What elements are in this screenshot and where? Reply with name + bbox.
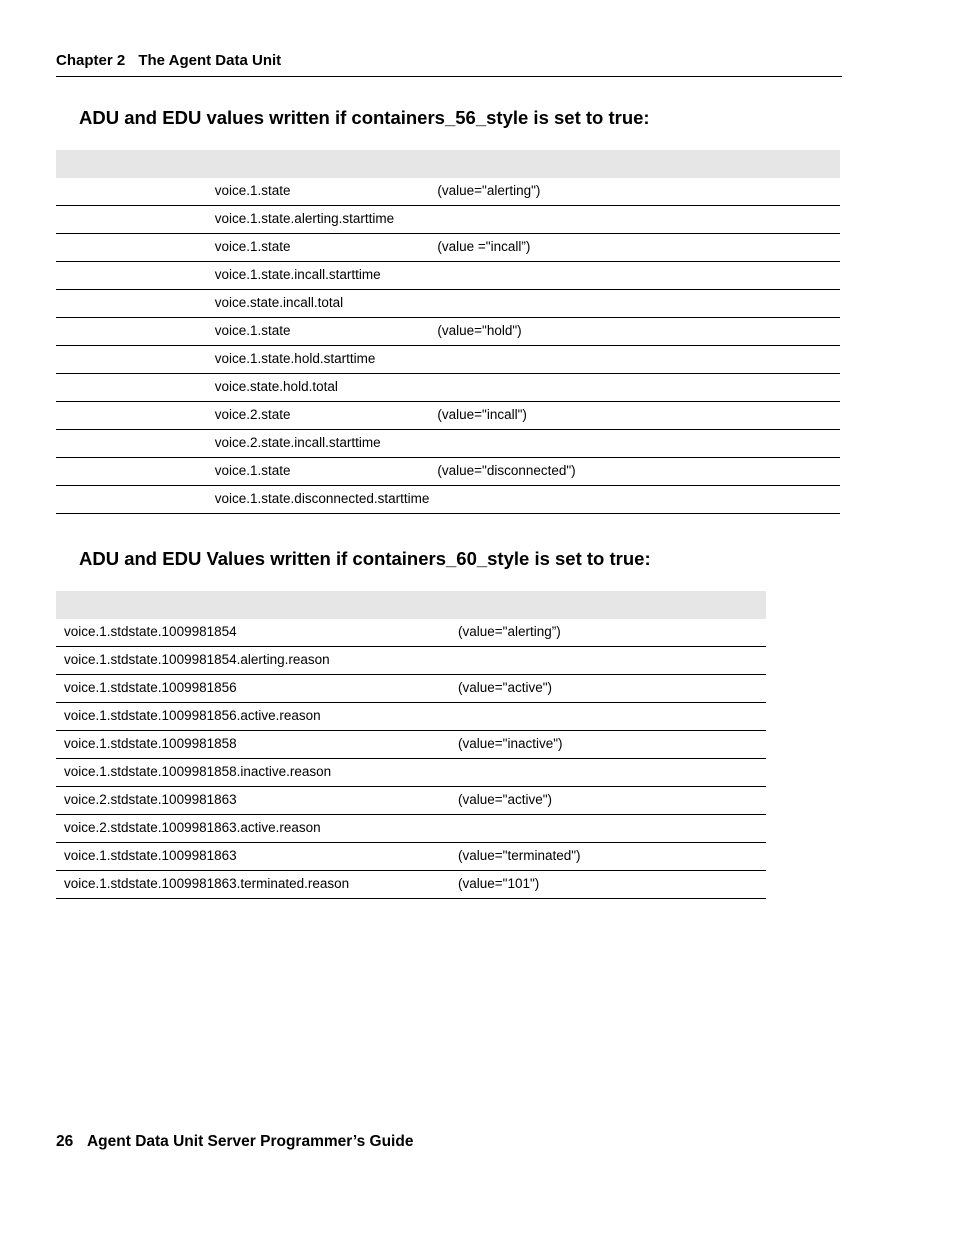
table-body	[56, 619, 766, 899]
value-cell	[437, 346, 840, 374]
table-row	[56, 178, 840, 206]
empty-cell	[56, 318, 215, 346]
table-body	[56, 178, 840, 514]
empty-cell	[56, 290, 215, 318]
value-cell	[437, 290, 840, 318]
table-row	[56, 731, 766, 759]
chapter-number: Chapter 2	[56, 52, 126, 69]
page-footer	[56, 1133, 413, 1151]
table-row	[56, 647, 766, 675]
value-cell: (value="disconnected")	[437, 458, 840, 486]
attribute-cell: voice.1.stdstate.1009981856.active.reason	[56, 703, 458, 731]
attribute-cell: voice.1.state.disconnected.starttime	[215, 486, 438, 514]
attribute-cell: voice.state.hold.total	[215, 374, 438, 402]
value-cell	[437, 430, 840, 458]
empty-cell	[56, 402, 215, 430]
attribute-cell: voice.1.state	[215, 318, 438, 346]
attribute-cell: voice.1.stdstate.1009981854	[56, 619, 458, 647]
attribute-cell: voice.2.stdstate.1009981863.active.reason	[56, 815, 458, 843]
header-cell	[215, 150, 438, 178]
value-cell	[437, 262, 840, 290]
empty-cell	[56, 458, 215, 486]
attribute-cell: voice.2.stdstate.1009981863	[56, 787, 458, 815]
attribute-cell: voice.1.stdstate.1009981856	[56, 675, 458, 703]
table-row	[56, 346, 840, 374]
attribute-cell: voice.2.state	[215, 402, 438, 430]
page-number: 26	[56, 1133, 74, 1150]
attribute-cell: voice.2.state.incall.starttime	[215, 430, 438, 458]
empty-cell	[56, 486, 215, 514]
value-cell	[437, 374, 840, 402]
table-row	[56, 703, 766, 731]
table-row	[56, 486, 840, 514]
attribute-cell: voice.1.state	[215, 458, 438, 486]
table-row	[56, 402, 840, 430]
running-header	[56, 52, 842, 77]
value-cell: (value="alerting")	[437, 178, 840, 206]
empty-cell	[56, 206, 215, 234]
value-cell	[437, 486, 840, 514]
attribute-cell: voice.1.stdstate.1009981863.terminated.reason	[56, 871, 458, 899]
table-row	[56, 206, 840, 234]
attribute-cell: voice.state.incall.total	[215, 290, 438, 318]
table-row	[56, 759, 766, 787]
table-row	[56, 815, 766, 843]
table-row	[56, 430, 840, 458]
table-row	[56, 290, 840, 318]
table-row	[56, 871, 766, 899]
empty-cell	[56, 262, 215, 290]
attribute-cell: voice.1.state	[215, 178, 438, 206]
containers-60-table	[56, 591, 766, 899]
table-row	[56, 234, 840, 262]
value-cell: (value="terminated")	[458, 843, 766, 871]
value-cell: (value="active")	[458, 787, 766, 815]
header-cell	[56, 591, 458, 619]
table-row	[56, 318, 840, 346]
chapter-title: The Agent Data Unit	[138, 52, 282, 69]
empty-cell	[56, 178, 215, 206]
containers-56-table	[56, 150, 840, 514]
value-cell	[458, 759, 766, 787]
value-cell: (value="incall")	[437, 402, 840, 430]
table-row	[56, 458, 840, 486]
table-header-row	[56, 591, 766, 619]
value-cell: (value="hold")	[437, 318, 840, 346]
table-row	[56, 675, 766, 703]
table-row	[56, 262, 840, 290]
value-cell	[437, 206, 840, 234]
value-cell: (value="active")	[458, 675, 766, 703]
attribute-cell: voice.1.stdstate.1009981858.inactive.reason	[56, 759, 458, 787]
attribute-cell: voice.1.stdstate.1009981858	[56, 731, 458, 759]
header-cell	[56, 150, 215, 178]
header-cell	[458, 591, 766, 619]
attribute-cell: voice.1.stdstate.1009981854.alerting.reason	[56, 647, 458, 675]
value-cell: (value="alerting”)	[458, 619, 766, 647]
section-title-containers-60: ADU and EDU Values written if containers_60_style is set to true:	[79, 548, 651, 569]
value-cell	[458, 647, 766, 675]
value-cell	[458, 815, 766, 843]
table-header-row	[56, 150, 840, 178]
empty-cell	[56, 374, 215, 402]
attribute-cell: voice.1.state.alerting.starttime	[215, 206, 438, 234]
attribute-cell: voice.1.stdstate.1009981863	[56, 843, 458, 871]
table-row	[56, 619, 766, 647]
attribute-cell: voice.1.state.incall.starttime	[215, 262, 438, 290]
header-cell	[437, 150, 840, 178]
section-title-containers-56: ADU and EDU values written if containers_56_style is set to true:	[79, 107, 650, 128]
attribute-cell: voice.1.state.hold.starttime	[215, 346, 438, 374]
table-row	[56, 787, 766, 815]
value-cell: (value ="incall”)	[437, 234, 840, 262]
table-row	[56, 374, 840, 402]
value-cell: (value="101")	[458, 871, 766, 899]
attribute-cell: voice.1.state	[215, 234, 438, 262]
empty-cell	[56, 346, 215, 374]
value-cell	[458, 703, 766, 731]
value-cell: (value="inactive")	[458, 731, 766, 759]
empty-cell	[56, 234, 215, 262]
book-title: Agent Data Unit Server Programmer’s Guide	[86, 1133, 414, 1150]
empty-cell	[56, 430, 215, 458]
table-row	[56, 843, 766, 871]
